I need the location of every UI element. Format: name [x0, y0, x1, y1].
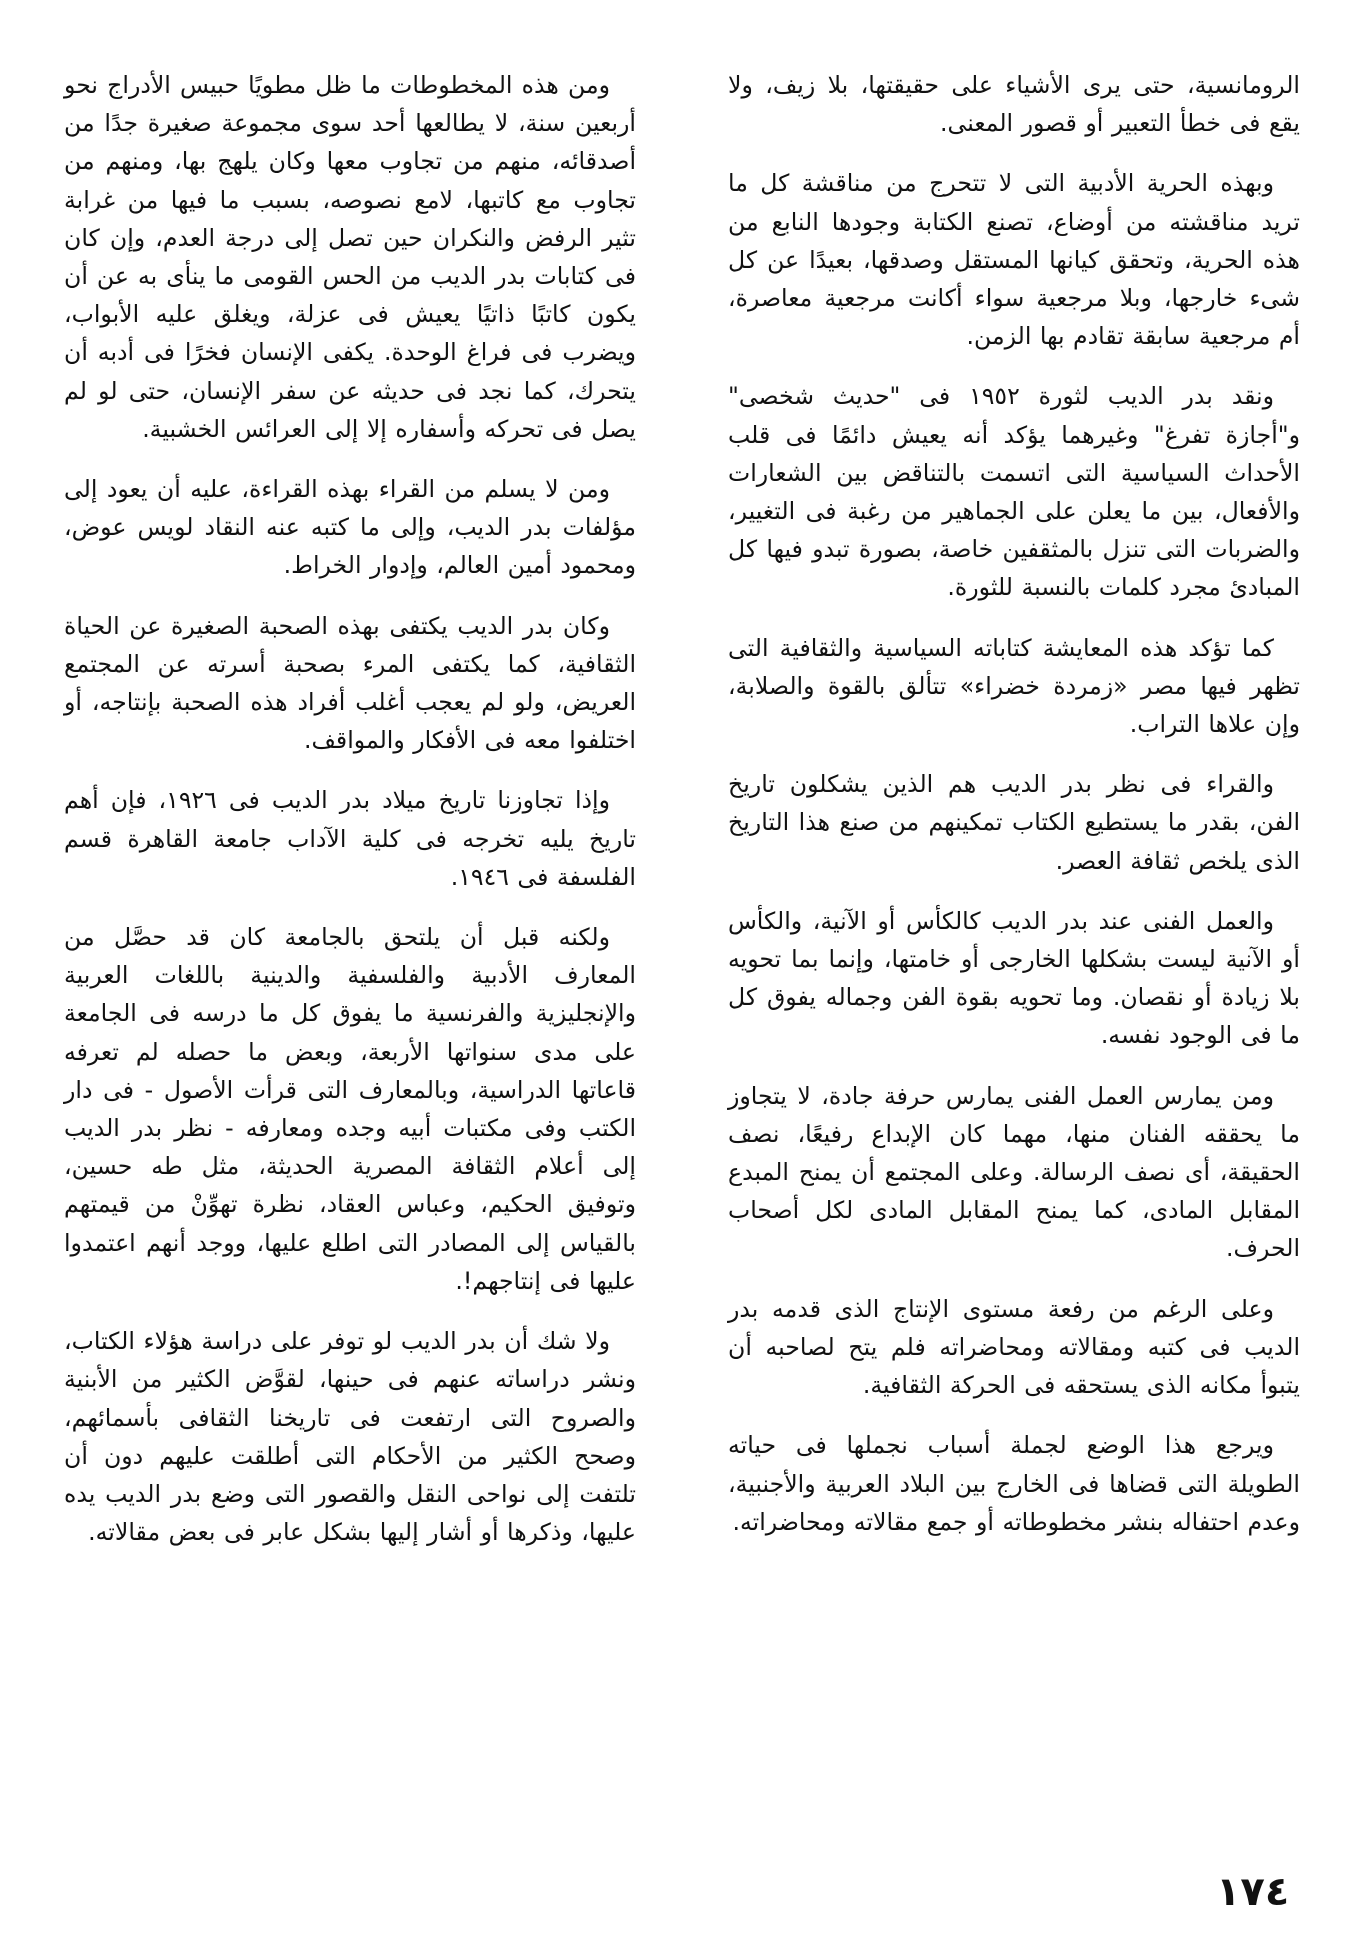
- paragraph: كما تؤكد هذه المعايشة كتاباته السياسية والثقافية التى تظهر فيها مصر «زمردة خضراء» تتألق بالقوة والصلابة، وإن علاها التراب.: [728, 633, 1300, 739]
- paragraph: وعلى الرغم من رفعة مستوى الإنتاج الذى قدمه بدر الديب فى كتبه ومقالاته ومحاضراته فلم يتح لصاحبه أن يتبوأ مكانه الذى يستحقه فى الحركة الثقافية.: [728, 1294, 1300, 1400]
- paragraph: الرومانسية، حتى يرى الأشياء على حقيقتها، بلا زيف، ولا يقع فى خطأ التعبير أو قصور المعنى.: [728, 71, 1300, 138]
- paragraph: ولا شك أن بدر الديب لو توفر على دراسة هؤلاء الكتاب، ونشر دراساته عنهم فى حينها، لقوَّض الكثير من الأبنية والصروح التى ارتفعت فى تاريخنا الثقافى بأسمائهم، وصحح الكثير من الأحكام التى أطلقت عليهم دون أن تلتفت إلى نواحى النقل والقصور التى وضع بدر الديب يده عليها، وذكرها أو أشار إليها بشكل عابر فى بعض مقالاته.: [64, 1327, 636, 1547]
- left-text-column: [64, 66, 636, 1573]
- paragraph: وكان بدر الديب يكتفى بهذه الصحبة الصغيرة عن الحياة الثقافية، كما يكتفى المرء بصحبة أسرته عن المجتمع العريض، ولو لم يعجب أغلب أفراد هذه الصحبة بإنتاجه، أو اختلفوا معه فى الأفكار والمواقف.: [64, 611, 636, 755]
- paragraph: ومن يمارس العمل الفنى يمارس حرفة جادة، لا يتجاوز ما يحققه الفنان منها، مهما كان الإبداع رفيعًا، نصف الحقيقة، أى نصف الرسالة. وعلى المجتمع أن يمنح المبدع المقابل المادى، كما يمنح المقابل المادى لكل أصحاب الحرف.: [728, 1081, 1300, 1263]
- right-text-column: [728, 66, 1300, 1563]
- page-number: ١٧٤: [1216, 1869, 1290, 1915]
- paragraph: والعمل الفنى عند بدر الديب كالكأس أو الآنية، والكأس أو الآنية ليست بشكلها الخارجى أو خامتها، وإنما بما تحويه بلا زيادة أو نقصان. وما تحويه بقوة الفن وجماله يفوق كل ما فى الوجود نفسه.: [728, 906, 1300, 1050]
- paragraph: والقراء فى نظر بدر الديب هم الذين يشكلون تاريخ الفن، بقدر ما يستطيع الكتاب تمكينهم من صنع هذا التاريخ الذى يلخص ثقافة العصر.: [728, 770, 1300, 875]
- paragraph: ومن هذه المخطوطات ما ظل مطويًا حبيس الأدراج نحو أربعين سنة، لا يطالعها أحد سوى مجموعة صغيرة جدًا من أصدقائه، منهم من تجاوب معها وكان يلهج بها، ومنهم من تجاوب مع كاتبها، لامع نصوصه، بسبب ما فيها من غرابة تثير الرفض والنكران حين تصل إلى درجة العدم، وإن كان فى كتابات بدر الديب من الحس القومى ما ينأى به عن أن يكون كاتبًا ذاتيًا يعيش فى عزلة، ويغلق عليه الأبواب، ويضرب فى فراغ الوحدة. يكفى الإنسان فخرًا فى أدبه أن يتحرك، كما نجد فى حديثه عن سفر الإنسان، حتى لو لم يصل فى تحركه وأسفاره إلا إلى العرائس الخشبية.: [64, 71, 636, 443]
- paragraph: وبهذه الحرية الأدبية التى لا تتحرج من مناقشة كل ما تريد مناقشته من أوضاع، تصنع الكتابة وجودها النابع من هذه الحرية، وتحقق كيانها المستقل وصدقها، بعيدًا عن كل شىء خارجها، وبلا مرجعية سواء أكانت مرجعية معاصرة، أم مرجعية سابقة تقادم بها الزمن.: [728, 169, 1300, 351]
- paragraph: ويرجع هذا الوضع لجملة أسباب نجملها فى حياته الطويلة التى قضاها فى الخارج بين البلاد العربية والأجنبية، وعدم احتفاله بنشر مخطوطاته أو جمع مقالاته ومحاضراته.: [728, 1431, 1300, 1536]
- paragraph: ولكنه قبل أن يلتحق بالجامعة كان قد حصَّل من المعارف الأدبية والفلسفية والدينية باللغات العربية والإنجليزية والفرنسية ما يفوق كل ما درسه فى الجامعة على مدى سنواتها الأربعة، وبعض ما حصله لم تعرفه قاعاتها الدراسية، وبالمعارف التى قرأت الأصول - فى دار الكتب وفى مكتبات أبيه وجده ومعارفه - نظر بدر الديب إلى أعلام الثقافة المصرية الحديثة، مثل طه حسين، وتوفيق الحكيم، وعباس العقاد، نظرة تهوِّنْ من قيمتهم بالقياس إلى المصادر التى اطلع عليها، ووجد أنهم اعتمدوا عليها فى إنتاجهم!.: [64, 923, 636, 1295]
- paragraph: ونقد بدر الديب لثورة ١٩٥٢ فى "حديث شخصى" و"أجازة تفرغ" وغيرهما يؤكد أنه يعيش دائمًا فى قلب الأحداث السياسية التى اتسمت بالتناقض بين الشعارات والأفعال، بين ما يعلن على الجماهير من رغبة فى التغيير، والضربات التى تنزل بالمثقفين خاصة، بصورة تبدو فيها كل المبادئ مجرد كلمات بالنسبة للثورة.: [728, 382, 1300, 602]
- paragraph: ومن لا يسلم من القراء بهذه القراءة، عليه أن يعود إلى مؤلفات بدر الديب، وإلى ما كتبه عنه النقاد لويس عوض، ومحمود أمين العالم، وإدوار الخراط.: [64, 475, 636, 580]
- paragraph: وإذا تجاوزنا تاريخ ميلاد بدر الديب فى ١٩٢٦، فإن أهم تاريخ يليه تخرجه فى كلية الآداب جامعة القاهرة قسم الفلسفة فى ١٩٤٦.: [64, 786, 636, 891]
